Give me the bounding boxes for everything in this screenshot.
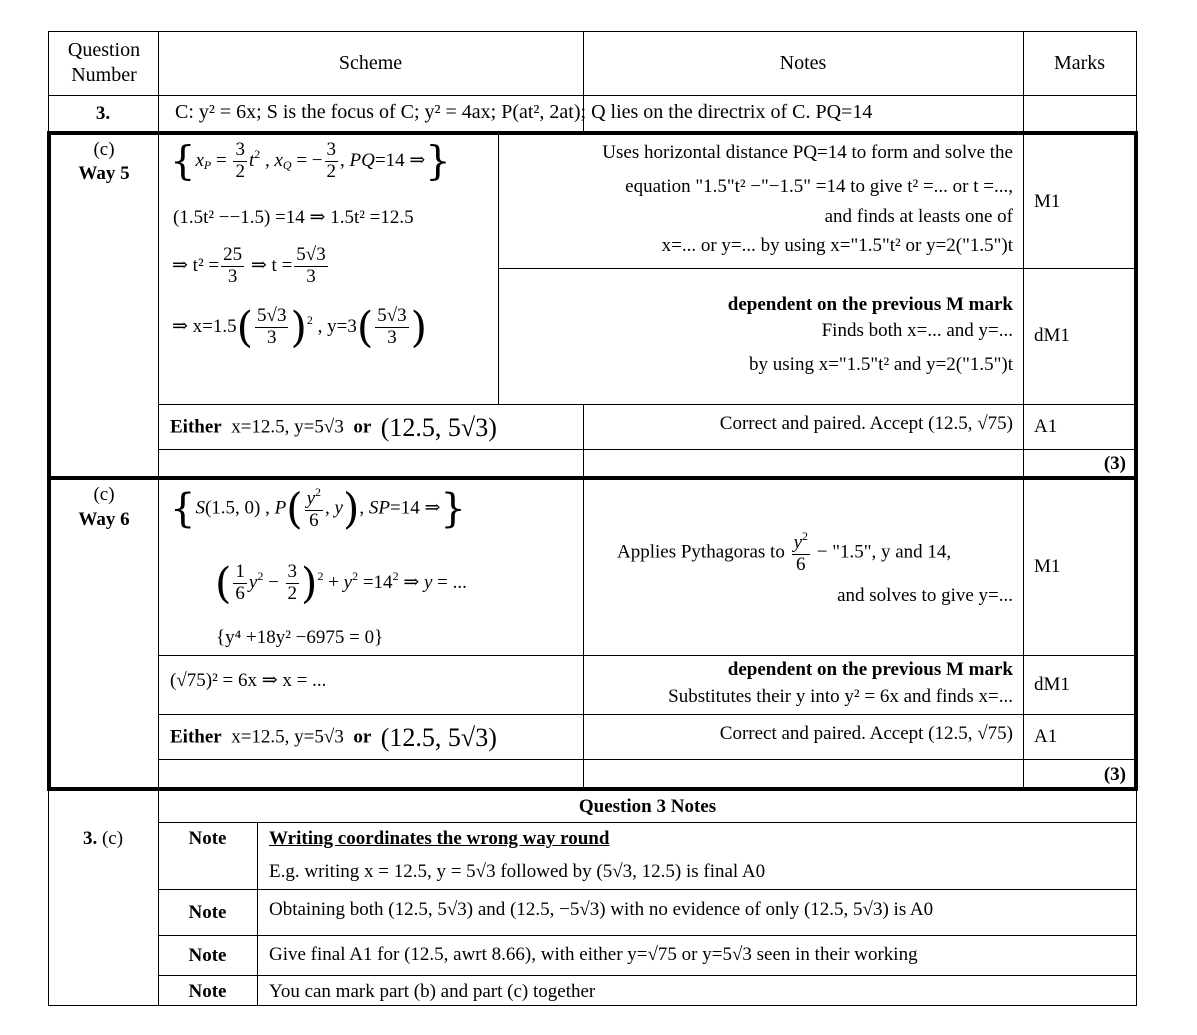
way6-scheme-substitution: (√75)² = 6x ⇒ x = ... xyxy=(170,670,327,691)
way5-note2-line2: Finds both x=... and y=... xyxy=(821,320,1013,341)
rule xyxy=(257,822,258,1006)
rule xyxy=(158,655,1136,656)
way6-note1-line2: and solves to give y=... xyxy=(837,585,1013,606)
way5-scheme-line3: ⇒ t² = $\frac{25}{3}$ ⇒ t = $\frac{5√3}{3}$ xyxy=(172,244,326,287)
rule xyxy=(498,268,1136,269)
way6-mark2: dM1 xyxy=(1034,674,1070,695)
rule xyxy=(1023,135,1024,477)
header-notes: Notes xyxy=(779,52,827,74)
rule xyxy=(1023,31,1024,133)
rule xyxy=(158,714,1136,715)
way5-note2-line3: by using x="1.5"t² and y=2("1.5")t xyxy=(749,354,1013,375)
rule xyxy=(498,135,499,404)
rule xyxy=(1023,480,1024,788)
notes-title: Question 3 Notes xyxy=(578,796,717,817)
rule xyxy=(47,131,51,791)
note-text: You can mark part (b) and part (c) together xyxy=(269,981,596,1002)
rule xyxy=(158,935,1137,936)
note-text: E.g. writing x = 12.5, y = 5√3 followed by (5√3, 12.5) is final A0 xyxy=(269,861,766,882)
way6-scheme-line1: {S(1.5, 0) , P( $\frac{y^2}{6}$ , y), SP=14 ⇒} xyxy=(170,483,466,533)
rule xyxy=(47,476,1138,480)
rule xyxy=(48,1005,1137,1006)
rule xyxy=(48,95,1137,96)
way5-note1-line1: Uses horizontal distance PQ=14 to form and solve the xyxy=(602,142,1013,163)
way6-note2-line1: dependent on the previous M mark xyxy=(727,659,1013,680)
way5-label: Way 5 xyxy=(78,163,130,184)
way6-part: (c) xyxy=(93,484,115,505)
header-marks: Marks xyxy=(1053,52,1106,74)
way5-scheme-line1: {$x_P$ = $\frac{3}{2}$ $t^2$ , $x_Q$ = − $\frac{3}{2}$ , PQ=14 ⇒} xyxy=(170,138,451,185)
way6-mark3: A1 xyxy=(1034,726,1058,747)
way5-note2-line1: dependent on the previous M mark xyxy=(727,294,1013,315)
rule xyxy=(48,31,1137,32)
way6-scheme-line2: ( $\frac{1}{6}$ $y^2$ − $\frac{3}{2}$ )$^2 + y^2 =14^2$ ⇒ y = ... xyxy=(215,558,467,608)
rule xyxy=(47,787,1138,791)
way5-mark3: A1 xyxy=(1034,416,1058,437)
note-label: Note xyxy=(188,828,227,849)
rule xyxy=(1134,131,1138,791)
way5-mark1: M1 xyxy=(1034,191,1061,212)
way5-part: (c) xyxy=(93,139,115,160)
rule xyxy=(158,975,1137,976)
way5-scheme-line4: ⇒ x=1.5( $\frac{5√3}{3}$ )$^2$ , y=3( $\frac{5√3}{3}$ ) xyxy=(172,302,428,352)
header-question-number: Question Number xyxy=(67,39,141,86)
way6-total: (3) xyxy=(1103,764,1126,785)
way6-scheme-line3: {y⁴ +18y² −6975 = 0} xyxy=(216,627,384,648)
question-number: 3. xyxy=(95,103,111,124)
way5-note3: Correct and paired. Accept (12.5, √75) xyxy=(719,413,1013,434)
way5-total: (3) xyxy=(1103,453,1126,474)
note-title: Writing coordinates the wrong way round xyxy=(269,828,610,849)
rule xyxy=(158,759,1136,760)
way5-mark2: dM1 xyxy=(1034,325,1070,346)
way6-mark1: M1 xyxy=(1034,556,1061,577)
way6-note2-line2: Substitutes their y into y² = 6x and finds x=... xyxy=(668,686,1013,707)
note-label: Note xyxy=(188,902,227,923)
way5-answer: Either x=12.5, y=5√3 or (12.5, 5√3) xyxy=(170,413,497,442)
way6-answer: Either x=12.5, y=5√3 or (12.5, 5√3) xyxy=(170,723,497,752)
rule xyxy=(158,449,1136,450)
way6-note1-line1: Applies Pythagoras to $\frac{y^2}{6}$ − "1.5", y and 14, xyxy=(617,529,952,575)
rule xyxy=(158,404,1136,405)
rule xyxy=(583,480,584,788)
note-label: Note xyxy=(188,981,227,1002)
note-label: Note xyxy=(188,945,227,966)
rule xyxy=(158,31,159,1006)
way5-note1-line4: x=... or y=... by using x="1.5"t² or y=2("1.5")t xyxy=(661,235,1013,256)
way5-scheme-line2: (1.5t² −−1.5) =14 ⇒ 1.5t² =12.5 xyxy=(173,207,414,228)
rule xyxy=(47,131,1138,135)
rule xyxy=(158,889,1137,890)
rule xyxy=(583,404,584,477)
way5-note1-line2: equation "1.5"t² −"−1.5" =14 to give t² =... or t =..., xyxy=(625,176,1013,197)
rule xyxy=(158,822,1137,823)
question-intro: C: y² = 6x; S is the focus of C; y² = 4ax; P(at², 2at); Q lies on the directrix of C. PQ=14 xyxy=(175,101,873,123)
way6-label: Way 6 xyxy=(78,509,130,530)
note-text: Obtaining both (12.5, 5√3) and (12.5, −5√3) with no evidence of only (12.5, 5√3) is A0 xyxy=(269,899,934,920)
header-scheme: Scheme xyxy=(338,52,403,74)
notes-ref: 3. (c) xyxy=(82,828,124,849)
way6-note3: Correct and paired. Accept (12.5, √75) xyxy=(719,723,1013,744)
way5-note1-line3: and finds at leasts one of xyxy=(824,206,1013,227)
note-text: Give final A1 for (12.5, awrt 8.66), with either y=√75 or y=5√3 seen in their working xyxy=(269,944,918,965)
